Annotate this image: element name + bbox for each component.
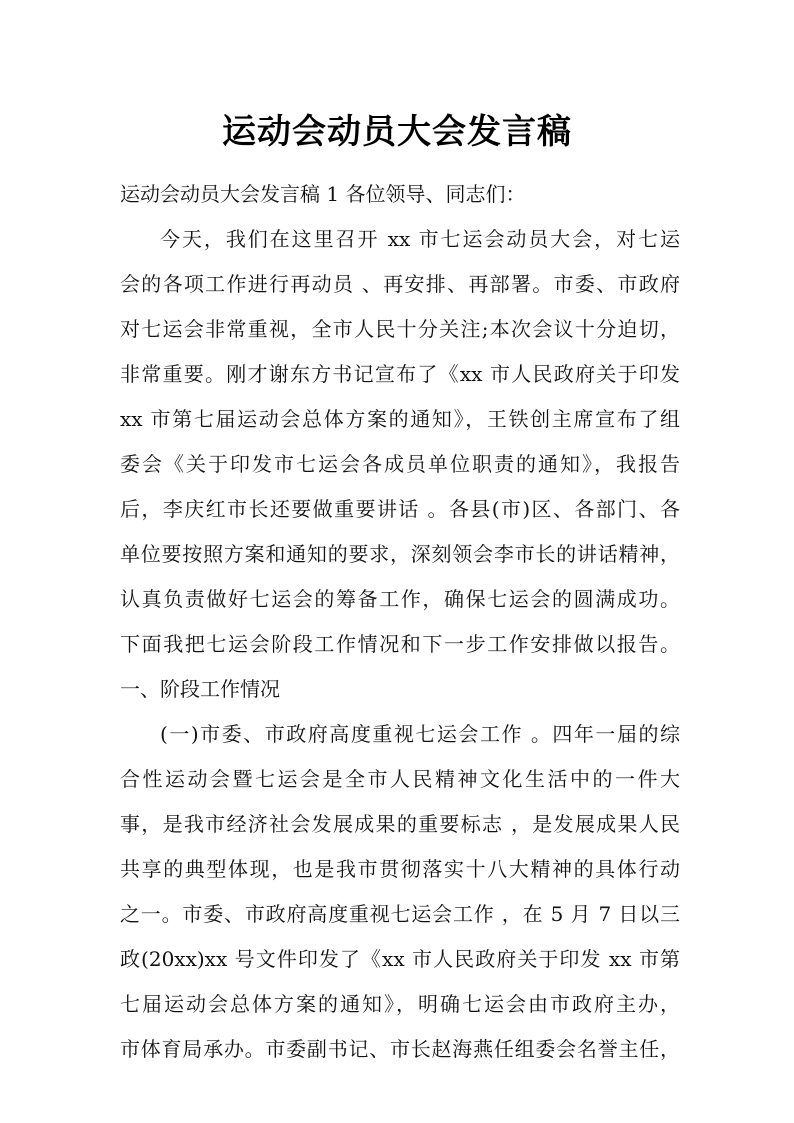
- paragraph-line: 今天，我们在这里召开 xx 市七运会动员大会，对七运: [160, 227, 680, 251]
- paragraph-line: 会的各项工作进行再动员 、再安排、再部署。市委、市政府: [120, 272, 680, 296]
- paragraph-line: 合性运动会暨七运会是全市人民精神文化生活中的一件大: [120, 767, 680, 791]
- section-heading: 一、阶段工作情况: [120, 677, 280, 701]
- paragraph-line: 后，李庆红市长还要做重要讲话 。各县(市)区、各部门、各: [120, 497, 680, 521]
- paragraph-line: 委会《关于印发市七运会各成员单位职责的通知》，我报告: [120, 452, 680, 476]
- paragraph-line: 共享的典型体现，也是我市贯彻落实十八大精神的具体行动: [120, 857, 680, 881]
- paragraph-line: 政(20xx)xx 号文件印发了《xx 市人民政府关于印发 xx 市第: [120, 947, 680, 971]
- paragraph-line: xx 市第七届运动会总体方案的通知》，王铁创主席宣布了组: [120, 407, 680, 431]
- paragraph-line: 运动会动员大会发言稿 1 各位领导、同志们：: [120, 182, 526, 206]
- paragraph-line: 市体育局承办。市委副书记、市长赵海燕任组委会名誉主任，: [120, 1037, 680, 1061]
- paragraph-line: (一)市委、市政府高度重视七运会工作 。四年一届的综: [160, 722, 680, 746]
- paragraph-line: 下面我把七运会阶段工作情况和下一步工作安排做以报告。: [120, 632, 680, 656]
- paragraph-line: 事，是我市经济社会发展成果的重要标志 ，是发展成果人民: [120, 812, 680, 836]
- paragraph-line: 对七运会非常重视，全市人民十分关注;本次会议十分迫切，: [120, 317, 680, 341]
- paragraph-line: 认真负责做好七运会的筹备工作，确保七运会的圆满成功。: [120, 587, 680, 611]
- paragraph-line: 七届运动会总体方案的通知》，明确七运会由市政府主办，: [120, 992, 680, 1016]
- paragraph-line: 非常重要。刚才谢东方书记宣布了《xx 市人民政府关于印发: [120, 362, 680, 386]
- document-title: 运动会动员大会发言稿: [222, 112, 572, 152]
- paragraph-line: 单位要按照方案和通知的要求，深刻领会李市长的讲话精神，: [120, 542, 680, 566]
- paragraph-line: 之一。市委、市政府高度重视七运会工作 ，在 5 月 7 日以三: [120, 902, 680, 926]
